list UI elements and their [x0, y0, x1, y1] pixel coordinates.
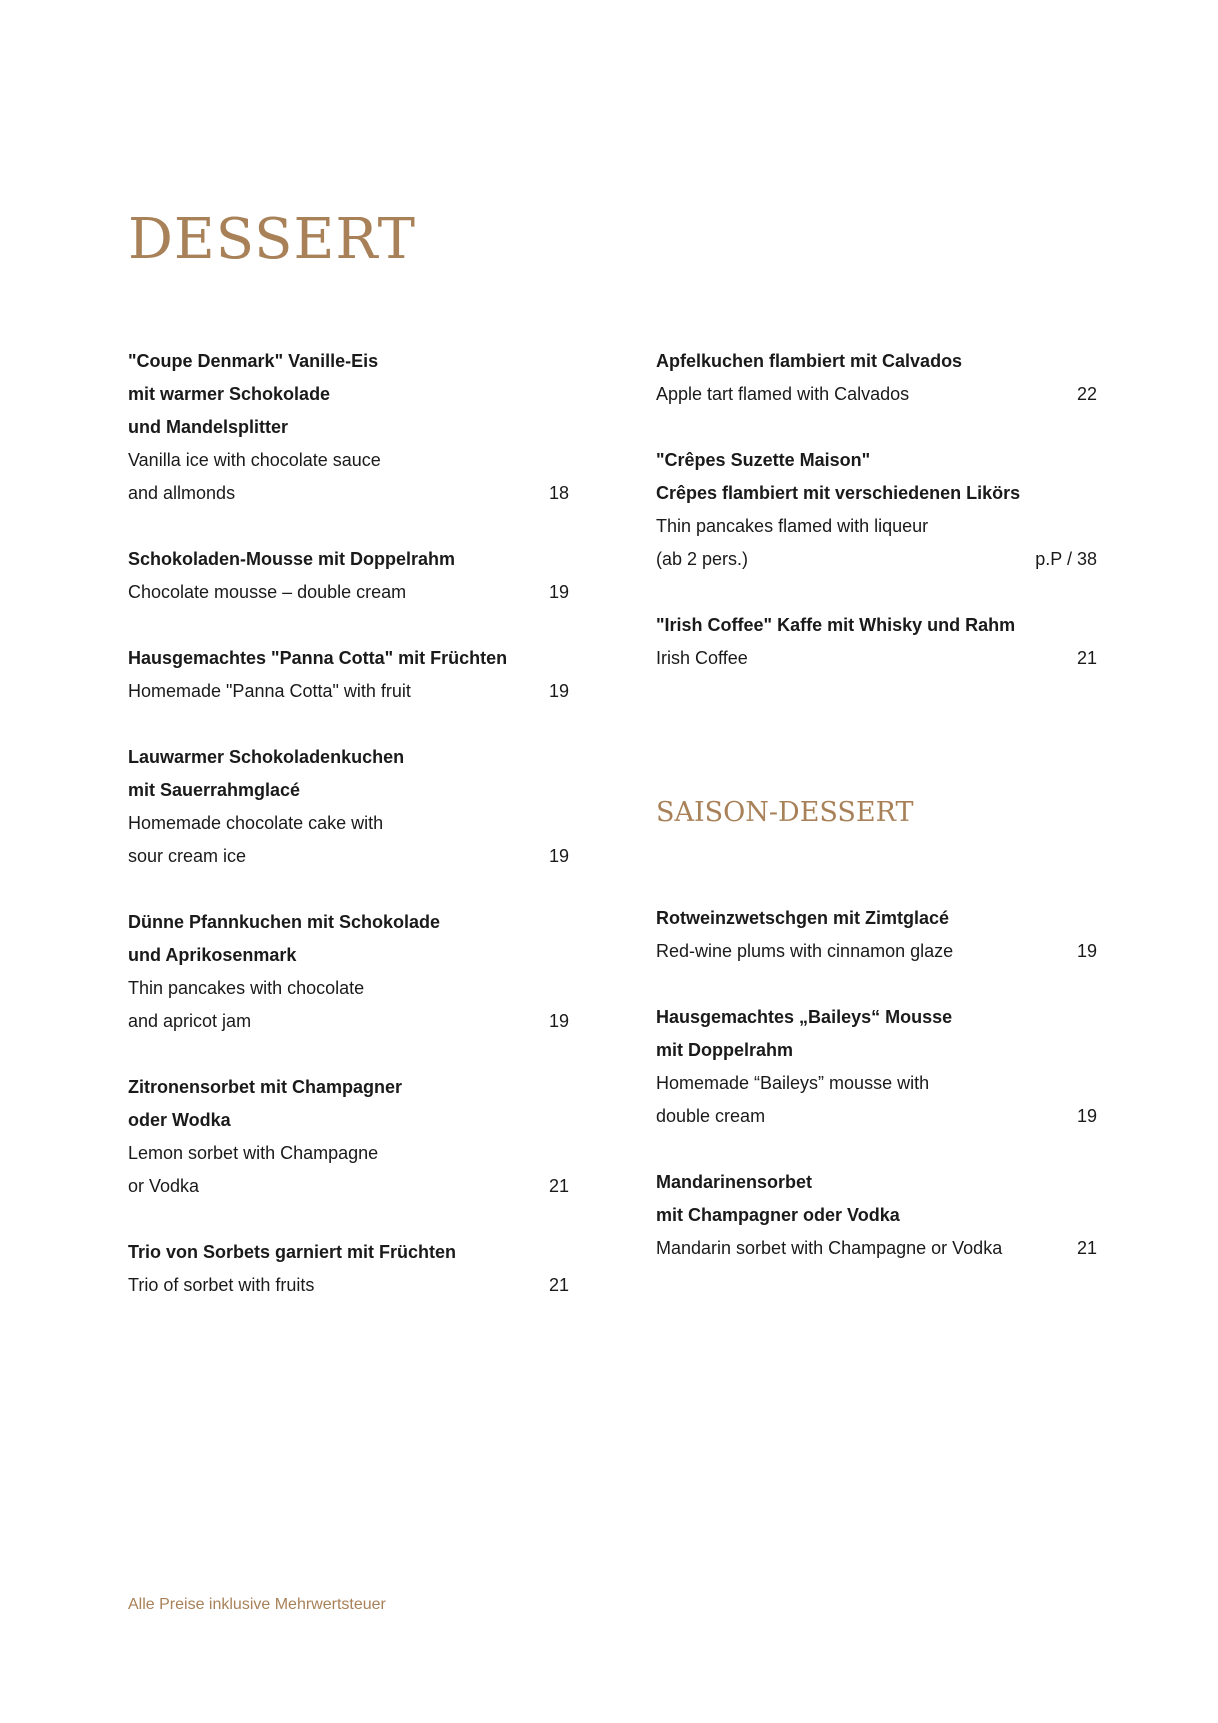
- item-name-en: Homemade "Panna Cotta" with fruit: [128, 681, 411, 701]
- menu-item: [128, 642, 569, 708]
- item-name-en: sour cream ice: [128, 846, 247, 866]
- item-name-de: Schokoladen-Mousse mit Doppelrahm: [128, 549, 456, 569]
- menu-item: [656, 345, 1097, 411]
- item-name-en: Thin pancakes flamed with liqueur: [656, 516, 929, 536]
- item-name-en: Red-wine plums with cinnamon glaze: [656, 941, 954, 961]
- item-price: 19: [548, 681, 569, 701]
- item-name-de: Lauwarmer Schokoladenkuchen: [128, 747, 405, 767]
- menu-item: [656, 1166, 1097, 1265]
- footer-note: Alle Preise inklusive Mehrwertsteuer: [128, 1596, 386, 1613]
- item-name-en-line: [656, 1232, 1097, 1265]
- item-name-en-line: [128, 477, 569, 510]
- item-name-de: mit warmer Schokolade: [128, 384, 331, 404]
- item-name-de: Zitronensorbet mit Champagner: [128, 1077, 403, 1097]
- menu-item: [128, 1236, 569, 1302]
- menu-item: [128, 345, 569, 510]
- item-name-en-line: [656, 378, 1097, 411]
- item-price: 18: [548, 483, 569, 503]
- item-name-en: Apple tart flamed with Calvados: [656, 384, 910, 404]
- item-name-en: Vanilla ice with chocolate sauce: [128, 450, 381, 470]
- item-price: 21: [1076, 1238, 1097, 1258]
- item-name-en-line: [128, 1170, 569, 1203]
- item-name-en-line: [128, 675, 569, 708]
- item-name-en-line: [128, 1005, 569, 1038]
- item-price: 19: [548, 846, 569, 866]
- item-name-de: Hausgemachtes „Baileys“ Mousse: [656, 1007, 953, 1027]
- item-name-de: Mandarinensorbet: [656, 1172, 813, 1192]
- page-title: DESSERT: [128, 207, 416, 272]
- item-name-en: Homemade chocolate cake with: [128, 813, 384, 833]
- item-name-en-line: [128, 1269, 569, 1302]
- item-name-de: mit Sauerrahmglacé: [128, 780, 301, 800]
- dessert-list-left: [128, 345, 569, 1335]
- item-name-de: Hausgemachtes "Panna Cotta" mit Früchten: [128, 648, 508, 668]
- item-price: 19: [1076, 1106, 1097, 1126]
- menu-item: [656, 902, 1097, 968]
- menu-item: [128, 543, 569, 609]
- item-name-en: Chocolate mousse – double cream: [128, 582, 407, 602]
- item-name-de: Trio von Sorbets garniert mit Früchten: [128, 1242, 457, 1262]
- item-name-de: Crêpes flambiert mit verschiedenen Likörs: [656, 483, 1021, 503]
- menu-item: [128, 741, 569, 873]
- item-name-en: and allmonds: [128, 483, 236, 503]
- item-name-de: mit Doppelrahm: [656, 1040, 794, 1060]
- item-name-en: Trio of sorbet with fruits: [128, 1275, 315, 1295]
- menu-item: [128, 906, 569, 1038]
- item-name-en: and apricot jam: [128, 1011, 252, 1031]
- item-name-en: Lemon sorbet with Champagne: [128, 1143, 379, 1163]
- item-price: 21: [1076, 648, 1097, 668]
- item-price: 22: [1076, 384, 1097, 404]
- item-price: 21: [548, 1275, 569, 1295]
- item-price: 19: [1076, 941, 1097, 961]
- item-name-en: Homemade “Baileys” mousse with: [656, 1073, 930, 1093]
- item-name-en: Thin pancakes with chocolate: [128, 978, 365, 998]
- item-name-en-line: [128, 576, 569, 609]
- menu-item: [128, 1071, 569, 1203]
- item-name-en-line: [656, 543, 1097, 576]
- item-name-de: und Mandelsplitter: [128, 417, 289, 437]
- menu-item: [656, 444, 1097, 576]
- item-name-en: double cream: [656, 1106, 766, 1126]
- item-price: 19: [548, 582, 569, 602]
- item-name-de: "Coupe Denmark" Vanille-Eis: [128, 351, 379, 371]
- dessert-list-right: [656, 345, 1097, 1258]
- item-name-de: oder Wodka: [128, 1110, 231, 1130]
- item-name-en: (ab 2 pers.): [656, 549, 749, 569]
- item-name-de: und Aprikosenmark: [128, 945, 297, 965]
- item-price: p.P / 38: [1035, 549, 1097, 569]
- item-name-de: Rotweinzwetschgen mit Zimtglacé: [656, 908, 950, 928]
- seasonal-dessert-list: [656, 902, 1097, 1298]
- item-name-de: "Crêpes Suzette Maison": [656, 450, 871, 470]
- item-name-de: "Irish Coffee" Kaffe mit Whisky und Rahm: [656, 615, 1016, 635]
- item-name-de: Apfelkuchen flambiert mit Calvados: [656, 351, 963, 371]
- section-title-seasonal: SAISON-DESSERT: [656, 797, 914, 828]
- item-name-en-line: [128, 840, 569, 873]
- item-name-en: Irish Coffee: [656, 648, 748, 668]
- menu-item: [656, 1001, 1097, 1133]
- item-name-de: mit Champagner oder Vodka: [656, 1205, 900, 1225]
- item-name-de: Dünne Pfannkuchen mit Schokolade: [128, 912, 441, 932]
- item-name-en: Mandarin sorbet with Champagne or Vodka: [656, 1238, 1003, 1258]
- item-price: 21: [548, 1176, 569, 1196]
- item-name-en-line: [656, 935, 1097, 968]
- item-name-en-line: [656, 1100, 1097, 1133]
- item-name-en: or Vodka: [128, 1176, 200, 1196]
- item-price: 19: [548, 1011, 569, 1031]
- menu-item: [656, 609, 1097, 675]
- item-name-en-line: [656, 642, 1097, 675]
